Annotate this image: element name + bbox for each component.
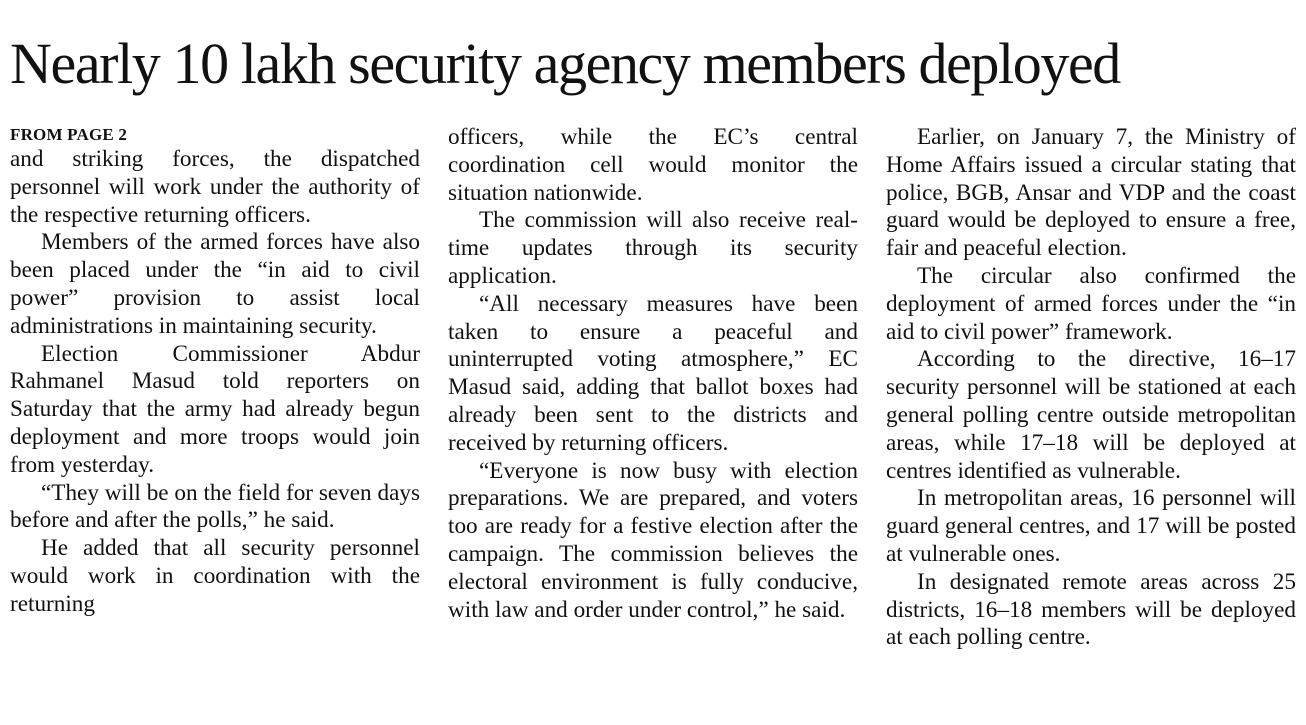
paragraph: “They will be on the field for seven days before and after the polls,” he said. xyxy=(10,479,420,534)
paragraph: Election Commissioner Abdur Rahmanel Masud told reporters on Saturday that the army had already begun deployment and more troops would join from yesterday. xyxy=(10,340,420,478)
article-column-1 xyxy=(10,124,420,619)
paragraph: officers, while the EC’s central coordination cell would monitor the situation nationwide. xyxy=(448,124,858,206)
article-column-2 xyxy=(448,124,858,624)
paragraph: According to the directive, 16–17 security personnel will be stationed at each general polling centre outside metropolitan areas, while 17–18 will be deployed at centres identified as vulnerable. xyxy=(886,346,1296,484)
paragraph: “All necessary measures have been taken to ensure a peaceful and uninterrupted voting atmosphere,” EC Masud said, adding that ballot boxes had already been sent to the districts and received by returning officers. xyxy=(448,290,858,456)
paragraph: “Everyone is now busy with election preparations. We are prepared, and voters too are ready for a festive election after the campaign. The commission believes the electoral environment is fully conducive, with law and order under control,” he said. xyxy=(448,457,858,623)
paragraph: Members of the armed forces have also been placed under the “in aid to civil power” provision to assist local administrations in maintaining security. xyxy=(10,229,420,339)
headline: Nearly 10 lakh security agency members deployed xyxy=(10,31,1120,96)
paragraph: The commission will also receive real-time updates through its security application. xyxy=(448,207,858,289)
paragraph: The circular also confirmed the deployment of armed forces under the “in aid to civil power” framework. xyxy=(886,262,1296,345)
article-column-3 xyxy=(886,124,1296,652)
paragraph: He added that all security personnel would work in coordination with the returning xyxy=(10,535,420,617)
paragraph: and striking forces, the dispatched personnel will work under the authority of the respective returning officers. xyxy=(10,146,420,228)
paragraph: In metropolitan areas, 16 personnel will guard general centres, and 17 will be posted at vulnerable ones. xyxy=(886,485,1296,567)
continuation-kicker: FROM PAGE 2 xyxy=(10,125,128,144)
paragraph: In designated remote areas across 25 districts, 16–18 members will be deployed at each polling centre. xyxy=(886,568,1296,651)
paragraph: Earlier, on January 7, the Ministry of Home Affairs issued a circular stating that police, BGB, Ansar and VDP and the coast guard would be deployed to ensure a free, fair and peaceful election. xyxy=(886,124,1296,262)
